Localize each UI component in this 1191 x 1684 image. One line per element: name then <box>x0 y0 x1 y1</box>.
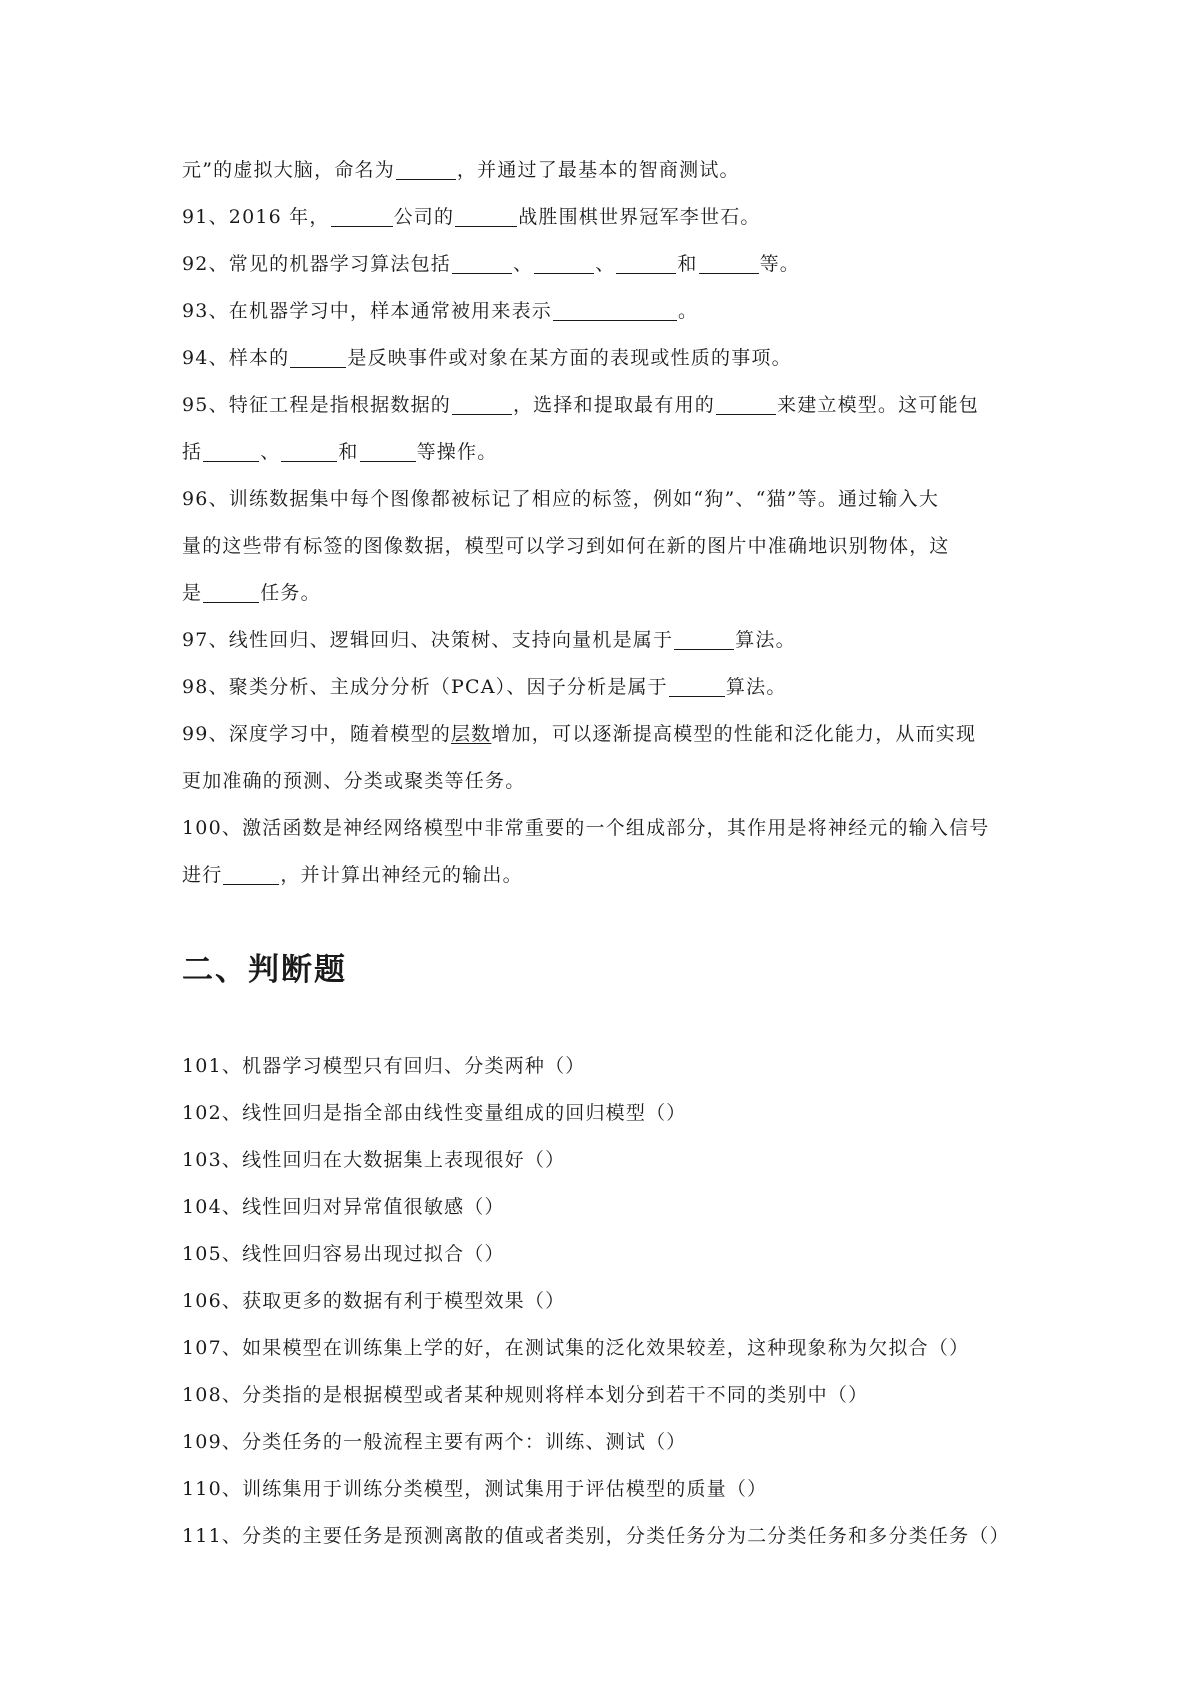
answer-blank[interactable] <box>534 255 594 274</box>
question-96-line-1 <box>182 487 939 511</box>
text: 和 <box>338 441 359 463</box>
text: 100、激活函数是神经网络模型中非常重要的一个组成部分，其作用是将神经元的输入信号 <box>182 817 990 839</box>
answer-blank[interactable] <box>616 255 676 274</box>
text: 91、2016 年， <box>182 206 330 228</box>
text: 元”的虚拟大脑，命名为 <box>182 159 395 181</box>
text: 括 <box>182 441 203 463</box>
answer-blank[interactable] <box>281 443 337 462</box>
answer-blank[interactable] <box>203 443 259 462</box>
underlined-term: 层数 <box>450 723 492 745</box>
text: 战胜围棋世界冠军李世石。 <box>518 206 761 228</box>
question-101: 101、机器学习模型只有回归、分类两种（） <box>182 1055 586 1077</box>
text: 来建立模型。这可能包 <box>777 394 980 416</box>
question-99-line-1 <box>182 722 976 746</box>
text: 98、聚类分析、主成分分析（PCA）、因子分析是属于 <box>182 676 668 698</box>
text: 。 <box>677 300 699 322</box>
text: 更加准确的预测、分类或聚类等任务。 <box>182 770 526 792</box>
answer-blank[interactable] <box>360 443 416 462</box>
text: 是 <box>182 582 203 604</box>
question-103: 103、线性回归在大数据集上表现很好（） <box>182 1149 566 1171</box>
text: 等。 <box>759 253 800 275</box>
answer-blank[interactable] <box>452 255 512 274</box>
text: 95、特征工程是指根据数据的 <box>182 394 451 416</box>
text: 公司的 <box>393 206 455 228</box>
answer-blank[interactable] <box>452 396 512 415</box>
answer-blank[interactable] <box>455 208 517 227</box>
question-96-line-3 <box>182 581 321 605</box>
text: 、 <box>595 253 616 275</box>
text: 96、训练数据集中每个图像都被标记了相应的标签，例如“狗”、“猫”等。通过输入大 <box>182 488 940 510</box>
question-95-line-2 <box>182 440 497 464</box>
answer-blank[interactable] <box>223 866 279 885</box>
question-98 <box>182 675 787 699</box>
question-97 <box>182 628 796 652</box>
text: 、 <box>512 253 534 275</box>
question-107: 107、如果模型在训练集上学的好，在测试集的泛化效果较差，这种现象称为欠拟合（） <box>182 1337 970 1359</box>
question-104: 104、线性回归对异常值很敏感（） <box>182 1196 505 1218</box>
line-q90-tail <box>182 158 740 182</box>
text: 94、样本的 <box>182 347 290 369</box>
answer-blank[interactable] <box>331 208 393 227</box>
question-110: 110、训练集用于训练分类模型，测试集用于评估模型的质量（） <box>182 1478 768 1500</box>
text: ，选择和提取最有用的 <box>512 394 715 416</box>
answer-blank[interactable] <box>553 302 677 321</box>
text: 和 <box>677 253 698 275</box>
text: 等操作。 <box>416 441 498 463</box>
text: 进行 <box>182 864 223 886</box>
answer-blank[interactable] <box>716 396 776 415</box>
question-111: 111、分类的主要任务是预测离散的值或者类别，分类任务分为二分类任务和多分类任务（） <box>182 1525 1010 1547</box>
question-109: 109、分类任务的一般流程主要有两个：训练、测试（） <box>182 1431 687 1453</box>
text: 93、在机器学习中，样本通常被用来表示 <box>182 300 552 322</box>
answer-blank[interactable] <box>290 349 346 368</box>
answer-blank[interactable] <box>669 678 725 697</box>
text: 算法。 <box>725 676 787 698</box>
answer-blank[interactable] <box>674 631 734 650</box>
question-99-line-2 <box>182 769 525 793</box>
question-96-line-2 <box>182 534 950 558</box>
text: 算法。 <box>735 629 796 651</box>
question-100-line-1 <box>182 816 989 840</box>
text: 增加，可以逐渐提高模型的性能和泛化能力，从而实现 <box>491 723 977 745</box>
question-102: 102、线性回归是指全部由线性变量组成的回归模型（） <box>182 1102 687 1124</box>
text: 、 <box>260 441 281 463</box>
question-92 <box>182 252 800 276</box>
text: 99、深度学习中，随着模型的 <box>182 723 451 745</box>
question-108: 108、分类指的是根据模型或者某种规则将样本划分到若干不同的类别中（） <box>182 1384 869 1406</box>
text: ，并通过了最基本的智商测试。 <box>456 159 740 181</box>
text: 是反映事件或对象在某方面的表现或性质的事项。 <box>347 347 792 369</box>
text: 任务。 <box>260 582 321 604</box>
text: 量的这些带有标签的图像数据，模型可以学习到如何在新的图片中准确地识别物体，这 <box>182 535 950 557</box>
question-91 <box>182 205 761 229</box>
question-105: 105、线性回归容易出现过拟合（） <box>182 1243 505 1265</box>
section-heading: 二、判断题 <box>182 952 347 988</box>
answer-blank[interactable] <box>699 255 759 274</box>
answer-blank[interactable] <box>203 584 259 603</box>
text: 92、常见的机器学习算法包括 <box>182 253 451 275</box>
text: 97、线性回归、逻辑回归、决策树、支持向量机是属于 <box>182 629 674 651</box>
answer-blank[interactable] <box>396 161 456 180</box>
question-106: 106、获取更多的数据有利于模型效果（） <box>182 1290 566 1312</box>
question-95-line-1 <box>182 393 979 417</box>
text: ，并计算出神经元的输出。 <box>280 864 523 886</box>
question-93 <box>182 299 698 323</box>
question-94 <box>182 346 792 370</box>
question-100-line-2 <box>182 863 523 887</box>
